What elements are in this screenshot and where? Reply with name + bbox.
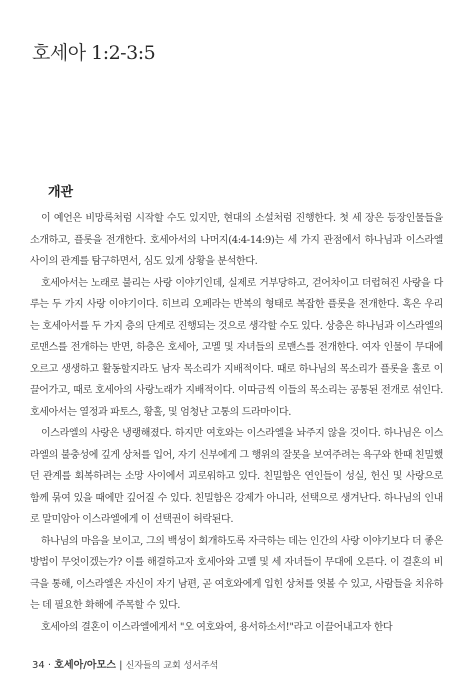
chapter-title: 호세아 1:2-3:5 xyxy=(32,42,156,64)
paragraph: 하나님의 마음을 보이고, 그의 백성이 회개하도록 자극하는 데는 인간의 사랑 이야기보다 더 좋은 방법이 무엇이겠는가? 이를 해결하고자 호세아와 고멜 및 세 자녀들이 무대에 오른다. 이 결혼의 비극을 통해, 이스라엘은 자신이 자기 남편, 곧 여호와에게 입힌 상처를 엿볼 수 있고, 사람들을 치유하는 데 필요한 화해에 주목할 수 있다. xyxy=(30,535,443,611)
book-title: 호세아/아모스 xyxy=(54,660,116,671)
body-text xyxy=(30,208,443,638)
page-footer xyxy=(32,656,218,671)
section-heading: 개관 xyxy=(48,185,74,200)
footer-separator: · xyxy=(47,660,52,671)
paragraph: 호세아의 결혼이 이스라엘에게서 "오 여호와여, 용서하소서!"라고 이끌어내고자 한다 xyxy=(41,621,393,633)
paragraph: 호세아서는 노래로 불리는 사랑 이야기인데, 실제로 거부당하고, 걷어차이고 더럽혀진 사랑을 다루는 두 가지 사랑 이야기이다. 히브리 오페라는 반복의 형태로 복잡한 플롯을 전개한다. 혹은 우리는 호세아서를 두 가지 층의 단계로 진행되는 것으로 생각할 수도 있다. 상층은 하나님과 이스라엘의 로맨스를 전개하는 반면, 하층은 호세아, 고멜 및 자녀들의 로맨스를 전개한다. 여자 인물이 무대에 오르고 생생하고 활동할지라도 남자 목소리가 지배적이다. 때로 하나님의 목소리가 플롯을 홀로 이끌어가고, 때로 호세아의 사랑노래가 지배적이다. 이따금씩 이들의 목소리는 공통된 전개로 섞인다. 호세아서는 열정과 파토스, 황홀, 및 엄청난 고통의 드라마이다. xyxy=(30,277,443,418)
series-title: 신자들의 교회 성서주석 xyxy=(125,661,219,671)
footer-divider: | xyxy=(119,660,123,671)
paragraph: 이스라엘의 사랑은 냉랭해졌다. 하지만 여호와는 이스라엘을 놔주지 않을 것이다. 하나님은 이스라엘의 불충성에 깊게 상처를 입어, 자기 신부에게 그 행위의 잘못을 보여주려는 욕구와 한때 친밀했던 관계를 회복하려는 소망 사이에서 괴로워하고 있다. 친밀함은 연인들이 성실, 헌신 및 사랑으로 함께 묶여 있을 때에만 깊어질 수 있다. 친밀함은 강제가 아니라, 선택으로 생겨난다. 하나님의 인내로 말미암아 이스라엘에게 이 선택권이 허락된다. xyxy=(30,428,443,525)
paragraph: 이 예언은 비망록처럼 시작할 수도 있지만, 현대의 소설처럼 진행한다. 첫 세 장은 등장인물들을 소개하고, 플롯을 전개한다. 호세아서의 나머지(4:4-14:9)는 세 가지 관점에서 하나님과 이스라엘 사이의 관계를 탐구하면서, 심도 있게 상황을 분석한다. xyxy=(30,213,443,267)
page-number: 34 xyxy=(32,660,45,671)
